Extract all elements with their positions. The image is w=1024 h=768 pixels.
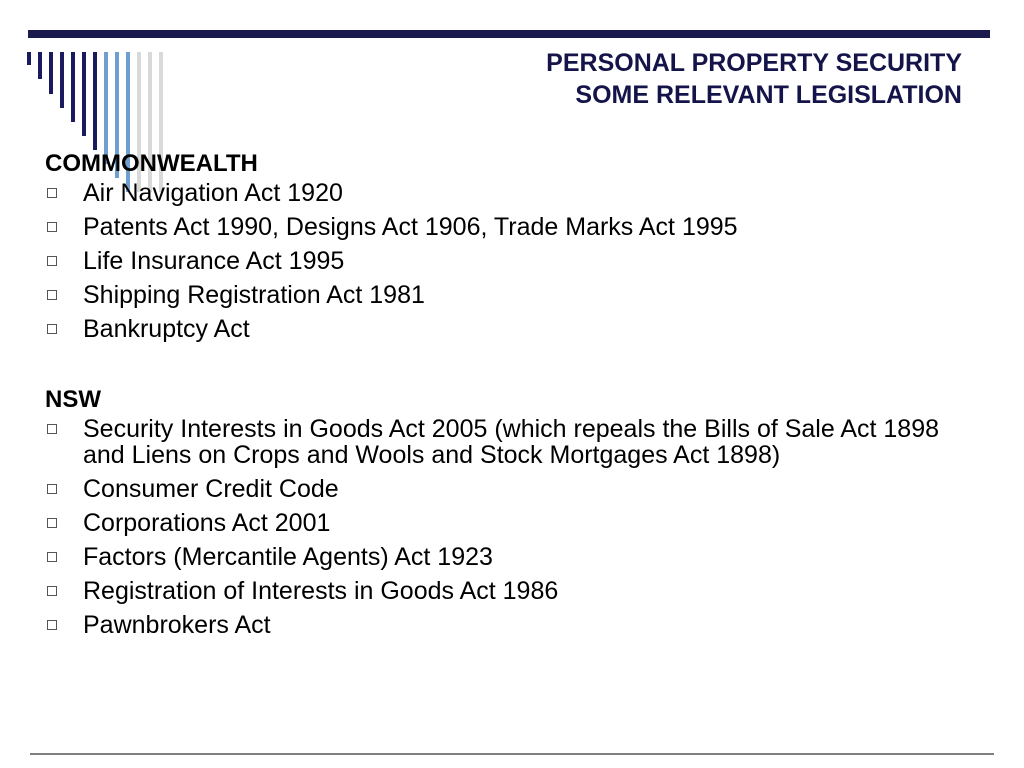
hollow-square-icon xyxy=(47,620,57,630)
list-item-text: Patents Act 1990, Designs Act 1906, Trade Marks Act 1995 xyxy=(83,213,738,241)
deco-bar xyxy=(71,52,75,122)
hollow-square-icon xyxy=(47,188,57,198)
bottom-rule xyxy=(30,753,994,755)
hollow-square-icon xyxy=(47,586,57,596)
list-item-text: Pawnbrokers Act xyxy=(83,611,271,639)
section-heading-commonwealth: COMMONWEALTH xyxy=(45,150,258,177)
section-heading-nsw: NSW xyxy=(45,386,101,413)
list-item xyxy=(45,180,955,206)
hollow-square-icon xyxy=(47,222,57,232)
list-item-text: Shipping Registration Act 1981 xyxy=(83,281,425,309)
slide-title xyxy=(546,47,962,111)
list-item-text: Life Insurance Act 1995 xyxy=(83,247,345,275)
list-item xyxy=(45,214,955,240)
section-spacer xyxy=(45,350,955,384)
deco-bar xyxy=(38,52,42,79)
deco-bar xyxy=(93,52,97,150)
list-item-text: Air Navigation Act 1920 xyxy=(83,179,343,207)
deco-bar xyxy=(82,52,86,136)
deco-bar xyxy=(60,52,64,108)
hollow-square-icon xyxy=(47,256,57,266)
list-item xyxy=(45,476,955,502)
list-item xyxy=(45,316,955,342)
list-item xyxy=(45,416,955,468)
hollow-square-icon xyxy=(47,324,57,334)
list-item xyxy=(45,248,955,274)
list-item-text: Factors (Mercantile Agents) Act 1923 xyxy=(83,543,493,571)
list-item xyxy=(45,578,955,604)
list-item-text: Registration of Interests in Goods Act 1986 xyxy=(83,577,559,605)
hollow-square-icon xyxy=(47,424,57,434)
list-item-text: Bankruptcy Act xyxy=(83,315,250,343)
slide-content xyxy=(45,148,955,646)
list-item xyxy=(45,612,955,638)
hollow-square-icon xyxy=(47,290,57,300)
hollow-square-icon xyxy=(47,518,57,528)
deco-bar xyxy=(49,52,53,94)
hollow-square-icon xyxy=(47,552,57,562)
list-item-text: Corporations Act 2001 xyxy=(83,509,331,537)
list-item-text: Security Interests in Goods Act 2005 (which repeals the Bills of Sale Act 1898 and Liens on Crops and Wools and Stock Mortgages Act 1898) xyxy=(83,415,940,469)
title-line-1: PERSONAL PROPERTY SECURITY xyxy=(546,49,962,77)
commonwealth-list xyxy=(45,180,955,342)
deco-bar xyxy=(27,52,31,65)
hollow-square-icon xyxy=(47,484,57,494)
list-item-text: Consumer Credit Code xyxy=(83,475,339,503)
list-item xyxy=(45,282,955,308)
nsw-list xyxy=(45,416,955,638)
list-item xyxy=(45,544,955,570)
title-line-2: SOME RELEVANT LEGISLATION xyxy=(575,81,962,109)
list-item xyxy=(45,510,955,536)
